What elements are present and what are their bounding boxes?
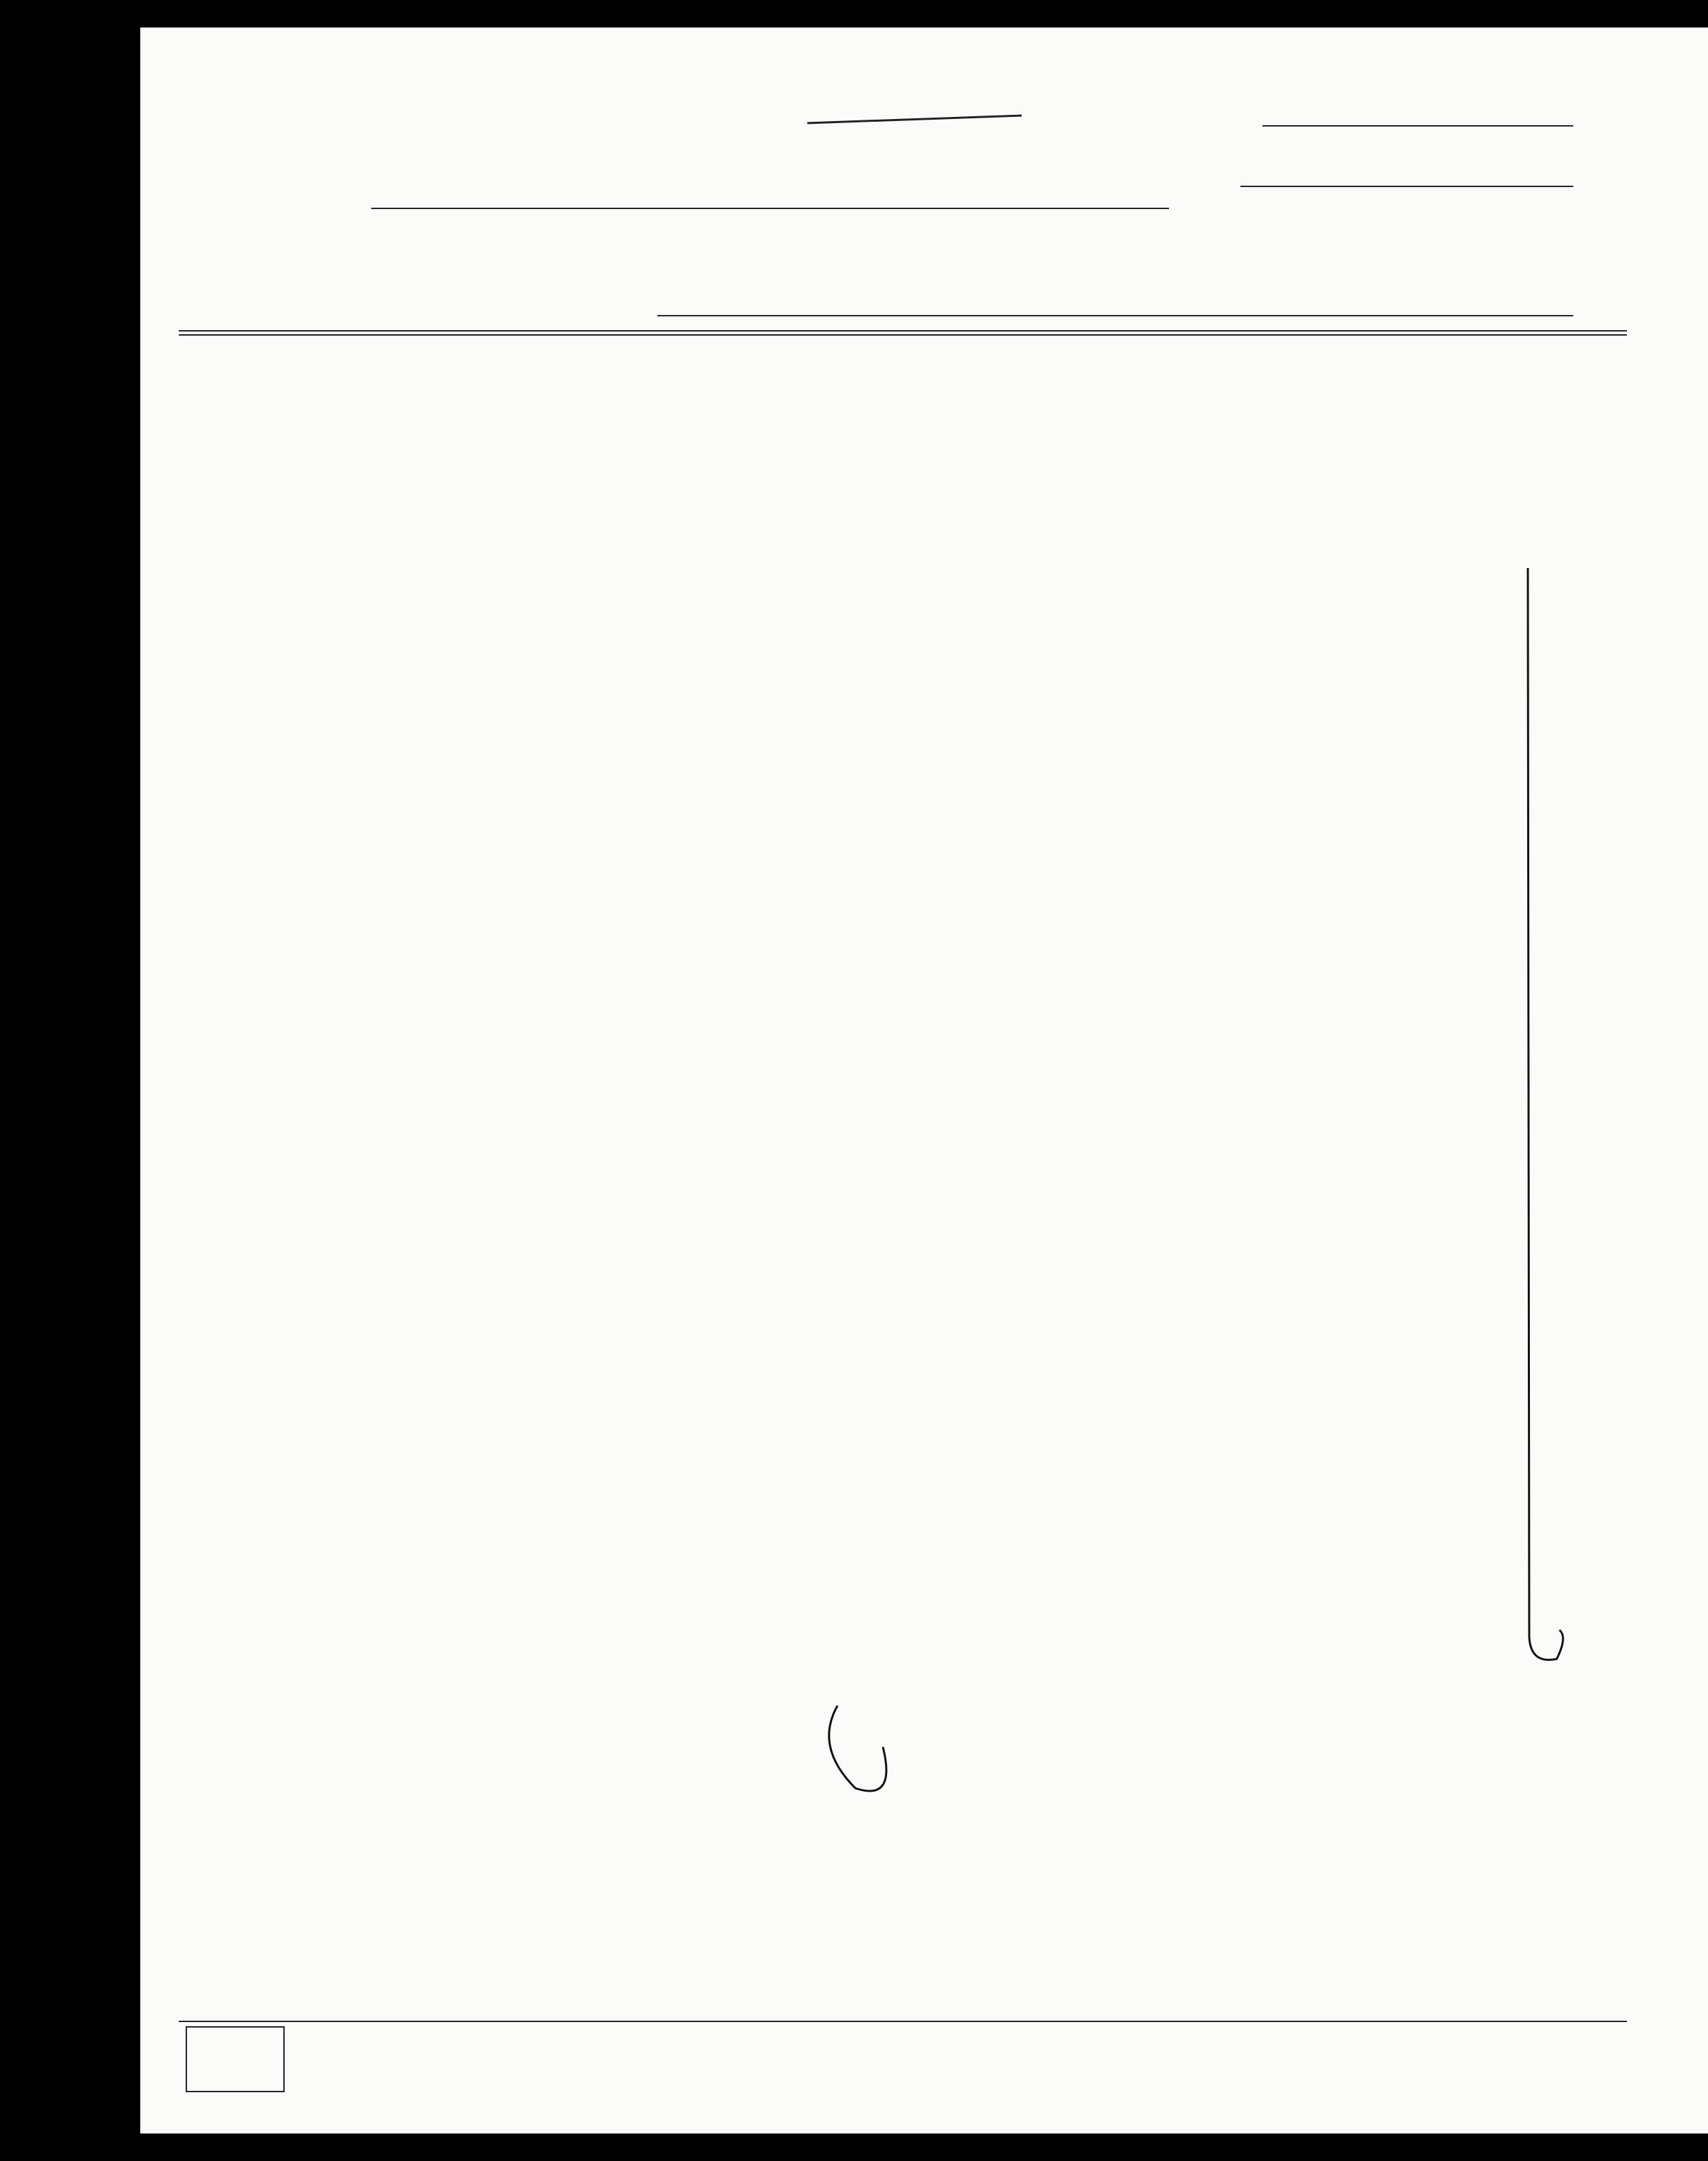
handwritten-marks [140, 28, 1708, 2133]
crew-list-document [140, 28, 1708, 2133]
total-number-box [186, 2026, 285, 2092]
